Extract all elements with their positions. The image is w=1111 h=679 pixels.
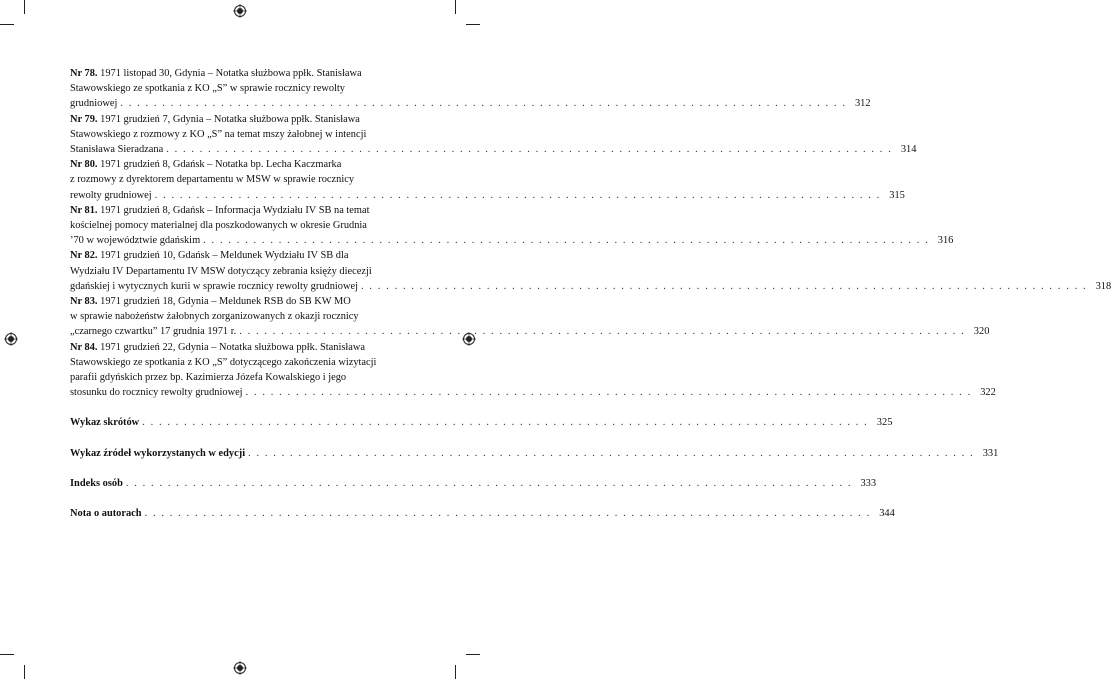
crop-mark <box>24 0 25 14</box>
page-number: 344 <box>879 508 895 520</box>
crop-mark <box>0 24 14 25</box>
toc-entry[interactable] <box>70 66 871 112</box>
crop-mark <box>466 24 480 25</box>
entry-title-end: stosunku do rocznicy rewolty grudniowej <box>70 387 243 399</box>
table-of-contents <box>70 66 1111 521</box>
page-number: 322 <box>980 387 996 399</box>
entry-title-continuation: Stawowskiego ze spotkania z KO „S” w sprawie rocznicy rewolty <box>70 83 345 95</box>
entry-last-line <box>70 142 917 157</box>
crop-mark <box>0 654 14 655</box>
entry-number: Nr 81. <box>70 204 98 216</box>
entry-title-continuation: Stawowskiego z rozmowy z KO „S” na temat mszy żałobnej w intencji <box>70 128 367 140</box>
page-number: 314 <box>900 144 917 156</box>
dot-leader: . . . . . . . . . . . . . . . . . . . . . . . . . . . . . . . . . . . . . . . . . . . . . . . . . . . . . . . . . . . . . . . . . . . . . . . . . . . . . . . . . . . . . . . <box>239 326 966 338</box>
page-number: 325 <box>876 417 893 429</box>
entry-first-line <box>70 340 410 355</box>
entry-last-line <box>70 188 905 203</box>
entry-last-line <box>70 324 990 339</box>
registration-mark-top <box>233 4 247 18</box>
entry-title-end: rewolty grudniowej <box>70 189 152 201</box>
toc-section[interactable] <box>70 506 895 521</box>
entry-number: Nr 79. <box>70 113 98 125</box>
entry-title-continuation: Stawowskiego ze spotkania z KO „S” dotyczącego zakończenia wizytacji <box>70 356 377 368</box>
page-number: 315 <box>889 189 905 201</box>
dot-leader: . . . . . . . . . . . . . . . . . . . . . . . . . . . . . . . . . . . . . . . . . . . . . . . . . . . . . . . . . . . . . . . . . . . . . . . . . . . . . . . . . . . . . . . <box>245 387 972 399</box>
registration-mark-bottom <box>233 661 247 675</box>
page-number: 320 <box>973 326 990 338</box>
entry-title-end: ’70 w województwie gdańskim <box>70 235 201 247</box>
document-entries <box>70 66 1111 400</box>
entry-number: Nr 78. <box>70 68 98 79</box>
dot-leader: . . . . . . . . . . . . . . . . . . . . . . . . . . . . . . . . . . . . . . . . . . . . . . . . . . . . . . . . . . . . . . . . . . . . . . . . . . . . . . . . . . . . . . . <box>203 235 930 247</box>
entry-number: Nr 80. <box>70 159 98 171</box>
page-number: 316 <box>937 235 954 247</box>
entry-title-start: 1971 listopad 30, Gdynia – Notatka służbowa ppłk. Stanisława <box>100 68 362 79</box>
entry-title-continuation: z rozmowy z dyrektorem departamentu w MSW w sprawie rocznicy <box>70 174 355 186</box>
toc-entry[interactable] <box>70 157 905 203</box>
page-number: 331 <box>982 447 999 459</box>
crop-mark <box>455 0 456 14</box>
entry-title-continuation: kościelnej pomocy materialnej dla poszkodowanych w okresie Grudnia <box>70 220 367 232</box>
entry-title-continuation: w sprawie nabożeństw żałobnych zorganizowanych z okazji rocznicy <box>70 311 359 323</box>
toc-entry[interactable] <box>70 294 990 340</box>
page-number: 312 <box>854 98 871 110</box>
entry-title-end: gdańskiej i wytycznych kurii w sprawie rocznicy rewolty grudniowej <box>70 280 358 292</box>
entry-title-start: 1971 grudzień 10, Gdańsk – Meldunek Wydziału IV SB dla <box>100 250 349 262</box>
toc-entry[interactable] <box>70 248 1111 294</box>
entry-title-end: Stanisława Sieradzana <box>70 144 164 156</box>
entry-first-line <box>70 112 410 127</box>
dot-leader: . . . . . . . . . . . . . . . . . . . . . . . . . . . . . . . . . . . . . . . . . . . . . . . . . . . . . . . . . . . . . . . . . . . . . . . . . . . . . . . . . . . . . . . <box>144 508 871 520</box>
dot-leader: . . . . . . . . . . . . . . . . . . . . . . . . . . . . . . . . . . . . . . . . . . . . . . . . . . . . . . . . . . . . . . . . . . . . . . . . . . . . . . . . . . . . . . . <box>154 189 881 201</box>
dot-leader: . . . . . . . . . . . . . . . . . . . . . . . . . . . . . . . . . . . . . . . . . . . . . . . . . . . . . . . . . . . . . . . . . . . . . . . . . . . . . . . . . . . . . . . <box>142 417 869 429</box>
entry-title-end: grudniowej <box>70 98 118 110</box>
section-title: Wykaz skrótów <box>70 417 140 429</box>
entry-last-line <box>70 385 996 400</box>
entry-last-line <box>70 96 871 111</box>
entry-first-line <box>70 203 410 218</box>
toc-entry[interactable] <box>70 340 996 401</box>
registration-mark-left <box>4 332 18 346</box>
entry-title-end: „czarnego czwartku” 17 grudnia 1971 r. <box>70 326 237 338</box>
entry-title-continuation: Wydziału IV Departamentu IV MSW dotyczący zebrania księży diecezji <box>70 265 372 277</box>
dot-leader: . . . . . . . . . . . . . . . . . . . . . . . . . . . . . . . . . . . . . . . . . . . . . . . . . . . . . . . . . . . . . . . . . . . . . . . . . . . . . . . . . . . . . . . <box>125 477 853 489</box>
section-title: Indeks osób <box>70 477 123 489</box>
entry-number: Nr 83. <box>70 296 98 308</box>
page-number: 333 <box>860 477 877 489</box>
entry-first-line <box>70 157 410 172</box>
entry-title-start: 1971 grudzień 22, Gdynia – Notatka służbowa ppłk. Stanisława <box>100 341 366 353</box>
crop-mark <box>24 665 25 679</box>
entry-title-continuation: parafii gdyńskich przez bp. Kazimierza Józefa Kowalskiego i jego <box>70 372 347 384</box>
entry-first-line <box>70 294 410 309</box>
toc-section[interactable] <box>70 476 877 491</box>
entry-number: Nr 82. <box>70 250 98 262</box>
toc-section[interactable] <box>70 446 999 461</box>
dot-leader: . . . . . . . . . . . . . . . . . . . . . . . . . . . . . . . . . . . . . . . . . . . . . . . . . . . . . . . . . . . . . . . . . . . . . . . . . . . . . . . . . . . . . . . <box>166 144 893 156</box>
entry-title-start: 1971 grudzień 8, Gdańsk – Informacja Wydziału IV SB na temat <box>100 204 370 216</box>
toc-entry[interactable] <box>70 112 917 158</box>
dot-leader: . . . . . . . . . . . . . . . . . . . . . . . . . . . . . . . . . . . . . . . . . . . . . . . . . . . . . . . . . . . . . . . . . . . . . . . . . . . . . . . . . . . . . . . <box>360 280 1088 292</box>
entry-last-line <box>70 233 954 248</box>
dot-leader: . . . . . . . . . . . . . . . . . . . . . . . . . . . . . . . . . . . . . . . . . . . . . . . . . . . . . . . . . . . . . . . . . . . . . . . . . . . . . . . . . . . . . . . <box>120 98 847 110</box>
crop-mark <box>455 665 456 679</box>
crop-mark <box>466 654 480 655</box>
entry-title-start: 1971 grudzień 18, Gdynia – Meldunek RSB do SB KW MO <box>100 296 351 308</box>
entry-number: Nr 84. <box>70 341 98 353</box>
dot-leader: . . . . . . . . . . . . . . . . . . . . . . . . . . . . . . . . . . . . . . . . . . . . . . . . . . . . . . . . . . . . . . . . . . . . . . . . . . . . . . . . . . . . . . . <box>248 447 975 459</box>
toc-entry[interactable] <box>70 203 954 249</box>
entry-first-line <box>70 66 410 81</box>
entry-first-line <box>70 248 410 263</box>
section-title: Nota o autorach <box>70 508 142 520</box>
page-number: 318 <box>1095 280 1111 292</box>
entry-last-line <box>70 279 1111 294</box>
back-matter-sections <box>70 415 999 521</box>
entry-title-start: 1971 grudzień 7, Gdynia – Notatka służbowa ppłk. Stanisława <box>100 113 360 125</box>
entry-title-start: 1971 grudzień 8, Gdańsk – Notatka bp. Lecha Kaczmarka <box>100 159 342 171</box>
toc-section[interactable] <box>70 415 893 430</box>
section-title: Wykaz źródeł wykorzystanych w edycji <box>70 447 246 459</box>
